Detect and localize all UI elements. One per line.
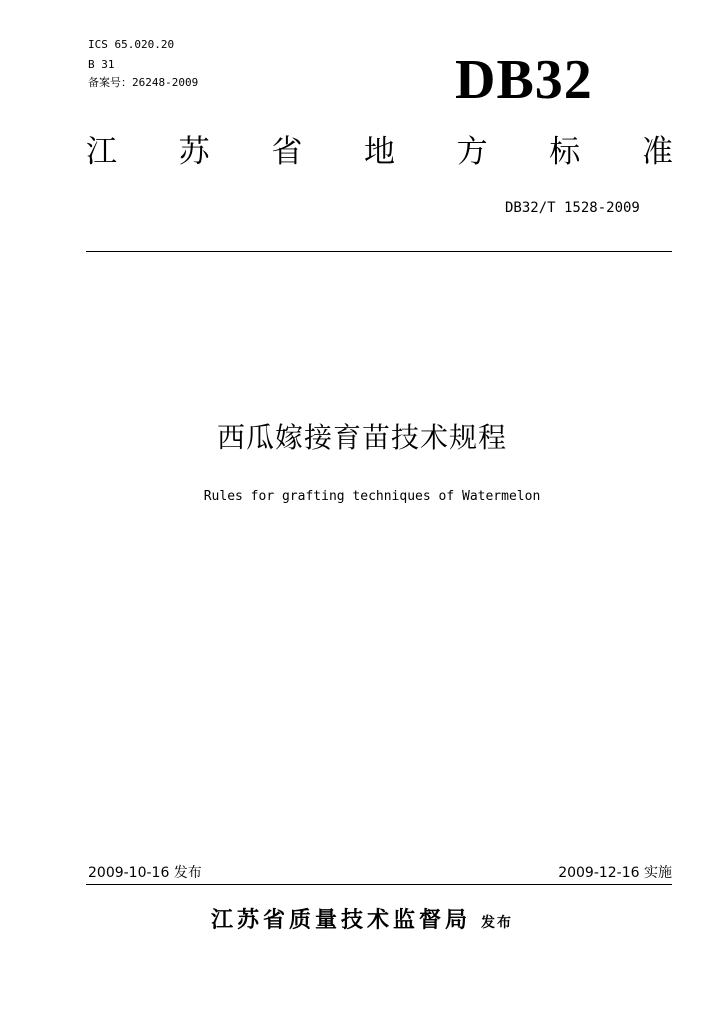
standard-type-char: 标 xyxy=(549,134,581,170)
ics-code: ICS 65.020.20 xyxy=(88,38,175,51)
standard-type-char: 江 xyxy=(86,134,117,170)
bottom-divider xyxy=(86,884,672,885)
implementation-date: 2009-12-16 实施 xyxy=(558,865,672,881)
standard-type-char: 方 xyxy=(456,134,488,170)
issuer-suffix: 发布 xyxy=(481,915,513,931)
issuer-name: 江苏省质量技术监督局 xyxy=(210,908,471,933)
filing-number: 备案号：26248-2009 xyxy=(88,76,199,89)
standard-type-char: 苏 xyxy=(178,134,210,170)
db-code-logo: DB32 xyxy=(455,49,593,111)
title-chinese: 西瓜嫁接育苗技术规程 xyxy=(216,421,507,454)
issue-date: 2009-10-16 发布 xyxy=(88,865,202,881)
standard-type-char: 省 xyxy=(271,134,303,170)
standard-type-char: 准 xyxy=(641,134,673,170)
ccs-code: B 31 xyxy=(88,58,115,71)
standard-number: DB32/T 1528-2009 xyxy=(505,200,640,216)
title-english: Rules for grafting techniques of Watermelon xyxy=(203,489,541,504)
issuer-row xyxy=(0,906,724,936)
standard-type-char: 地 xyxy=(363,134,395,170)
standard-type-heading xyxy=(86,132,676,172)
top-divider xyxy=(86,251,672,252)
